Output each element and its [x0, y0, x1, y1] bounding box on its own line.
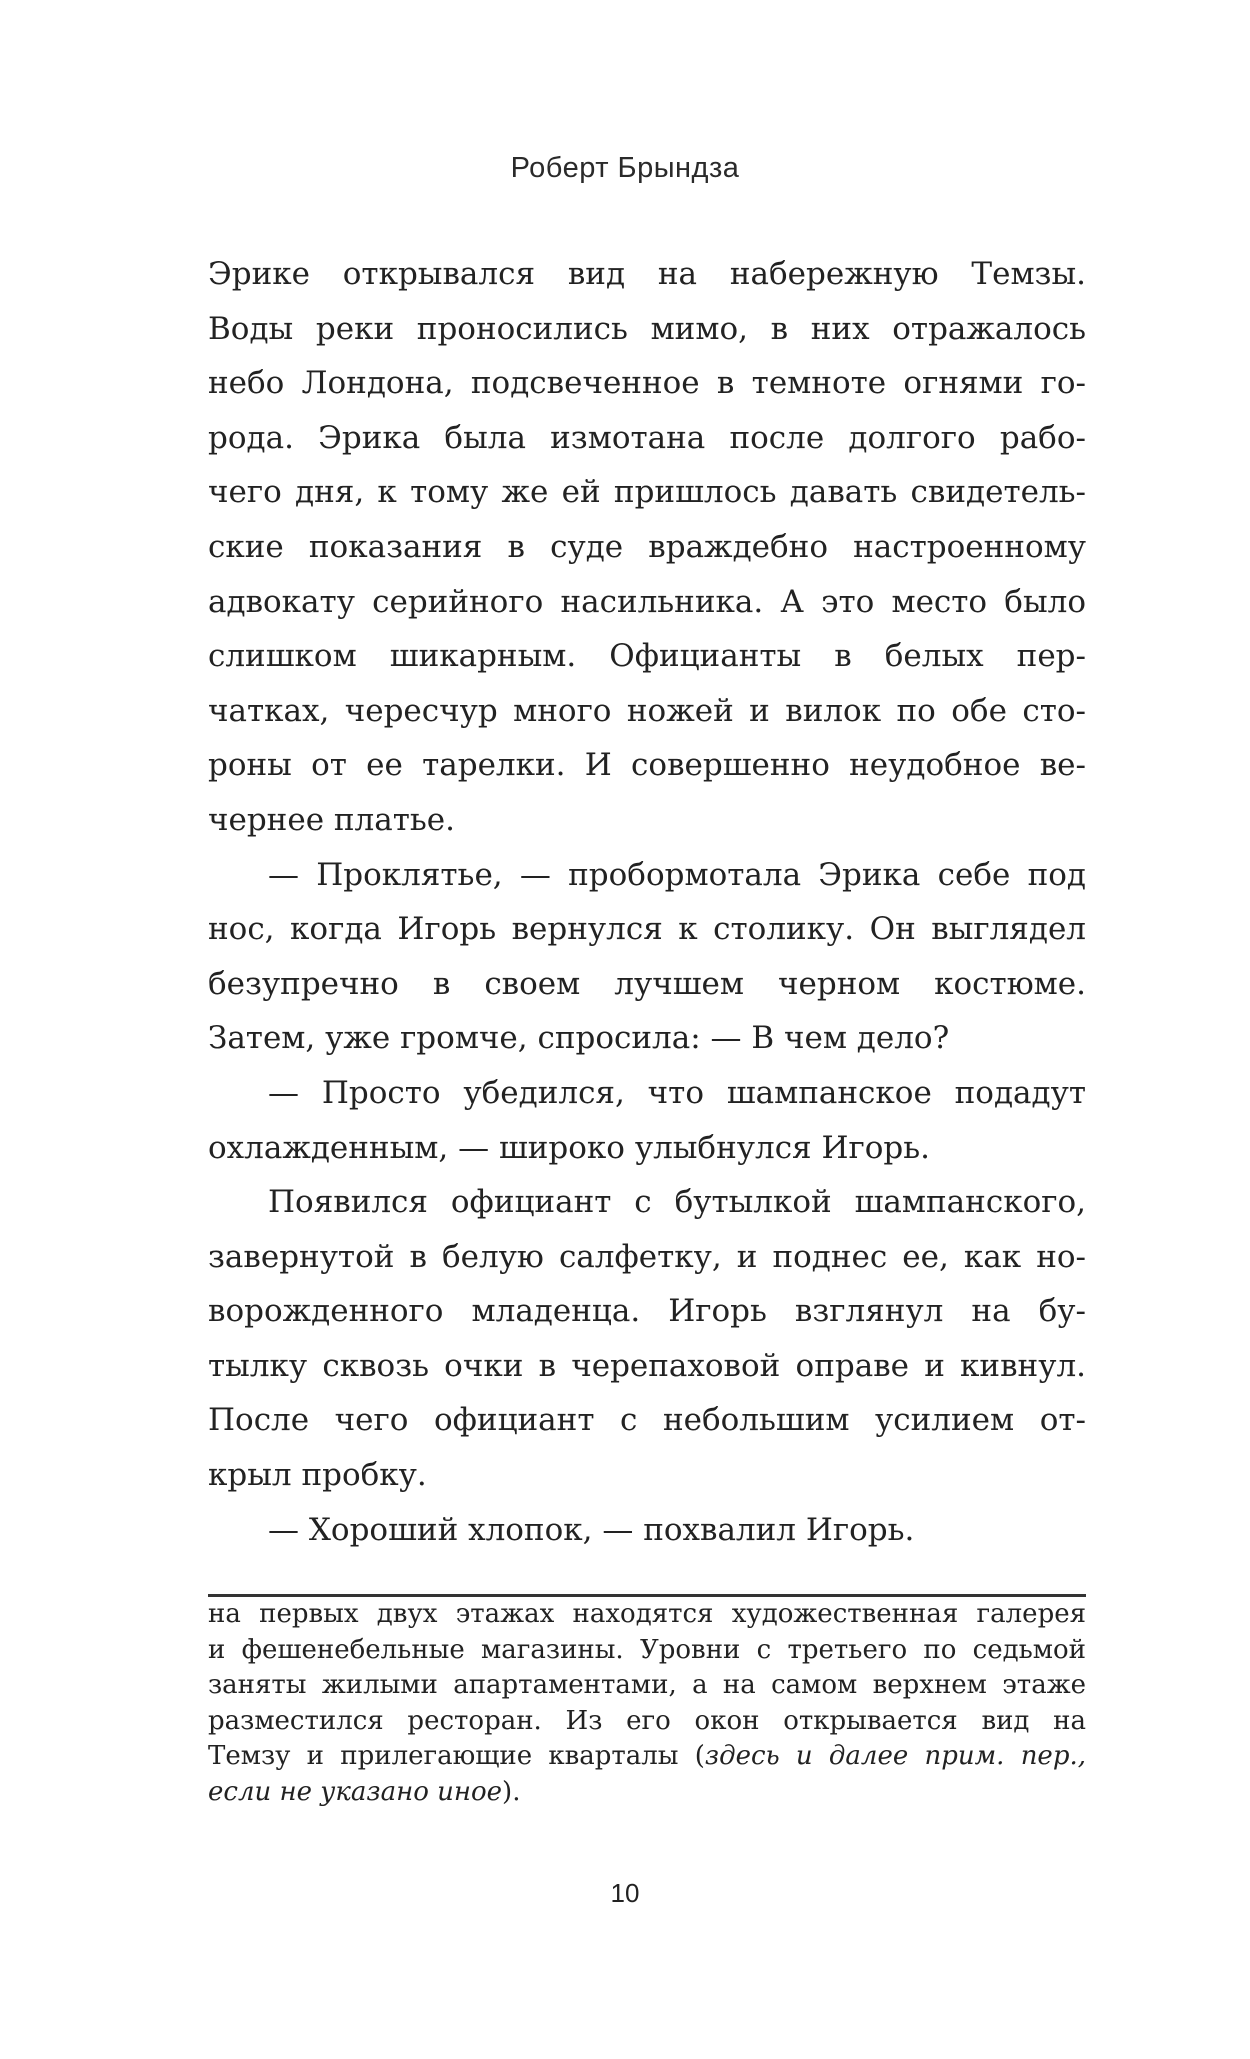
- footnote-line: заняты жилыми апартаментами, а на самом верхнем этаже: [208, 1670, 1086, 1701]
- text-line: завернутой в белую салфетку, и поднес ее, как но-: [208, 1238, 1086, 1275]
- text-line: адвокату серийного насильника. А это место было: [208, 583, 1086, 620]
- running-head-author: Роберт Брындза: [510, 152, 740, 184]
- text-line: охлажденным, — широко улыбнулся Игорь.: [208, 1129, 930, 1166]
- main-text: [208, 247, 1086, 1557]
- text-line: слишком шикарным. Официанты в белых пер-: [208, 638, 1086, 675]
- text-line: — Проклятье, — пробормотала Эрика себе под: [268, 856, 1086, 893]
- text-line: Появился официант с бутылкой шампанского,: [268, 1184, 1086, 1221]
- text-line: крыл пробку.: [208, 1457, 427, 1494]
- text-line: безупречно в своем лучшем черном костюме.: [208, 965, 1086, 1002]
- text-line: чернее платье.: [208, 801, 455, 838]
- text-line: рода. Эрика была измотана после долгого рабо-: [208, 419, 1086, 456]
- text-line: Эрике открывался вид на набережную Темзы.: [208, 256, 1086, 292]
- text-line: нос, когда Игорь вернулся к столику. Он выглядел: [208, 911, 1086, 948]
- text-line: Затем, уже громче, спросила: — В чем дело?: [208, 1020, 950, 1057]
- text-line: роны от ее тарелки. И совершенно неудобное ве-: [208, 747, 1086, 784]
- text-line: чего дня, к тому же ей пришлось давать свидетель-: [208, 474, 1086, 511]
- text-line: чатках, чересчур много ножей и вилок по обе сто-: [208, 692, 1086, 729]
- footnote-italic-note: если не указано иное: [208, 1776, 503, 1807]
- footnote-line: и фешенебельные магазины. Уровни с третьего по седьмой: [208, 1634, 1086, 1665]
- footnote-italic-note: здесь и далее прим. пер.,: [704, 1741, 1086, 1772]
- footnote-line: разместился ресторан. Из его окон открывается вид на: [208, 1705, 1086, 1736]
- text-line: — Просто убедился, что шампанское подадут: [268, 1074, 1086, 1111]
- footnote-closing: ).: [502, 1776, 521, 1807]
- footnote: [208, 1597, 1086, 1811]
- footnote-line: на первых двух этажах находятся художественная галерея: [208, 1599, 1086, 1629]
- text-line: Воды реки проносились мимо, в них отражалось: [208, 310, 1086, 347]
- footnote-line: [208, 1739, 1086, 1775]
- page-number: 10: [610, 1878, 640, 1908]
- footnote-line: [208, 1775, 1086, 1811]
- text-line: тылку сквозь очки в черепаховой оправе и кивнул.: [208, 1347, 1086, 1384]
- text-line: небо Лондона, подсвеченное в темноте огнями го-: [208, 365, 1086, 402]
- text-line: — Хороший хлопок, — похвалил Игорь.: [268, 1511, 915, 1548]
- text-line: ские показания в суде враждебно настроенному: [208, 528, 1086, 565]
- text-line: ворожденного младенца. Игорь взглянул на бу-: [208, 1293, 1086, 1330]
- footnote-text: Темзу и прилегающие кварталы (: [208, 1741, 705, 1772]
- text-line: После чего официант с небольшим усилием от-: [208, 1402, 1086, 1439]
